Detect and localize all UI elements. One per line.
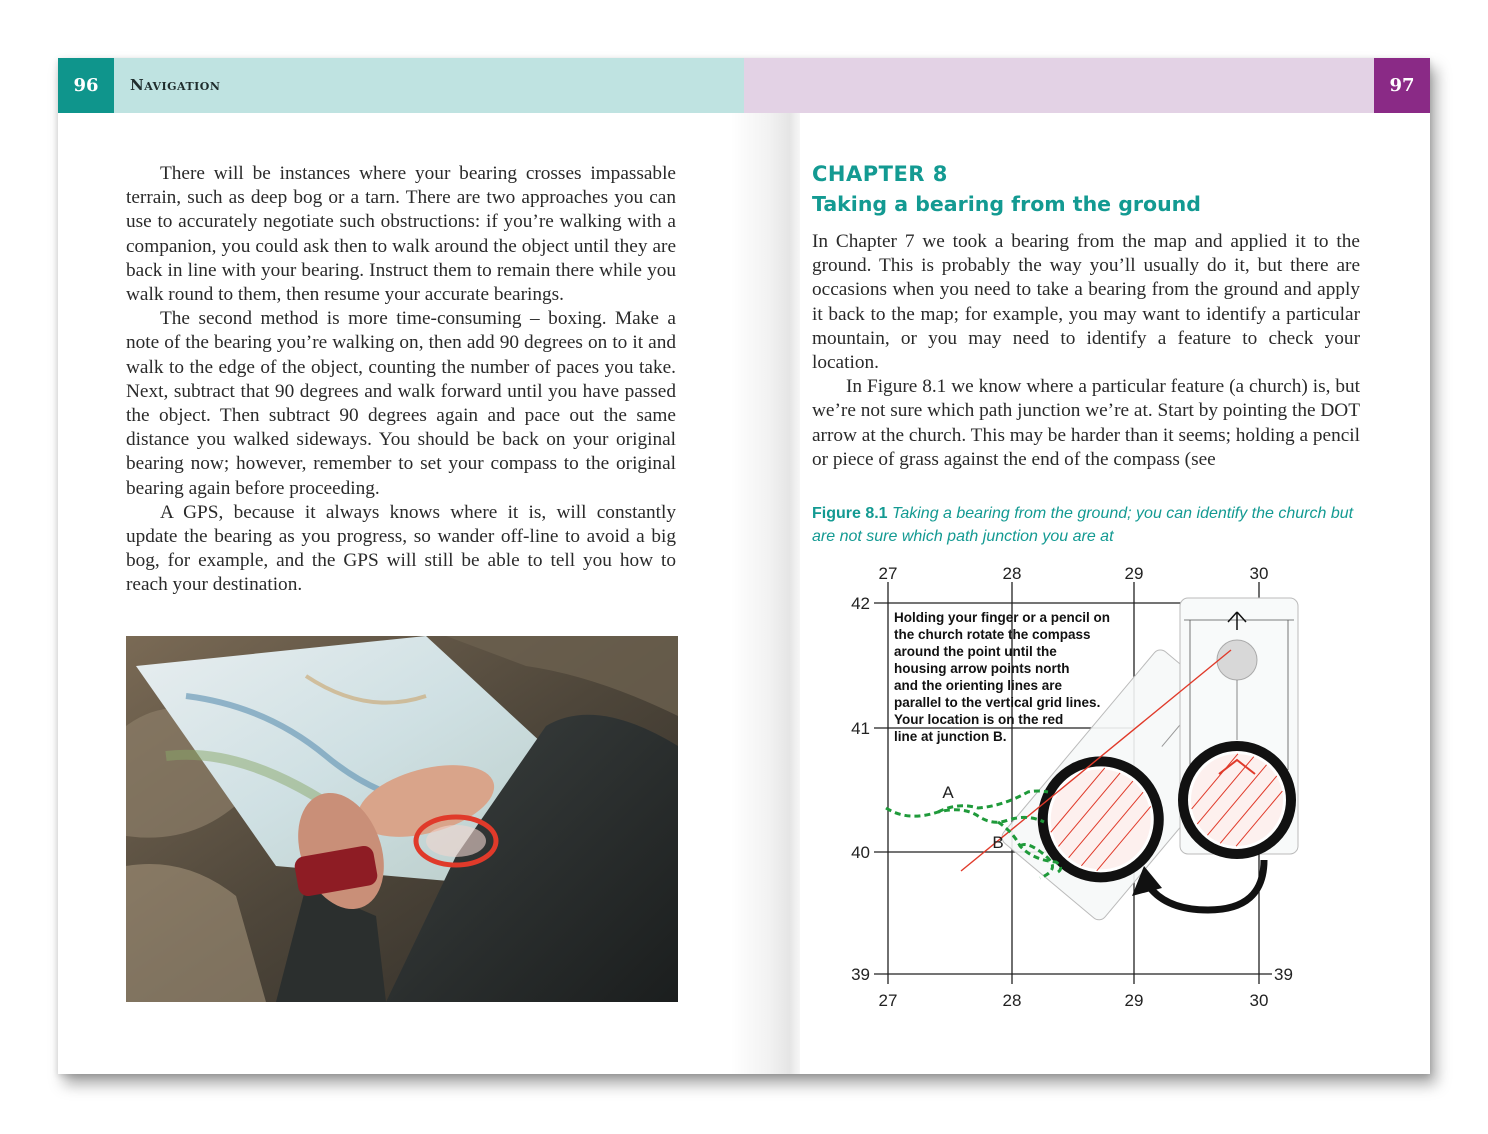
figure-label: Figure 8.1 bbox=[812, 505, 888, 522]
grid-label-bottom-30: 30 bbox=[1249, 991, 1269, 1010]
note-line-8: line at junction B. bbox=[894, 729, 1007, 744]
grid-label-bottom-29: 29 bbox=[1124, 991, 1144, 1010]
note-line-7: Your location is on the red bbox=[894, 712, 1064, 727]
grid-label-left-42: 42 bbox=[851, 594, 870, 613]
right-paragraph-2: In Figure 8.1 we know where a particular feature (a church) is, but we’re not sure which path junction we’re at. Start by pointing the DOT arrow at the church. This may be harder than it seems; holding a pencil or piece of grass against the end of the compass (see bbox=[812, 376, 1360, 470]
right-header-band bbox=[744, 58, 1430, 113]
left-page-text bbox=[126, 162, 676, 598]
figure-8-1 bbox=[828, 560, 1318, 1020]
junction-a-label: A bbox=[942, 783, 954, 802]
left-page-number: 96 bbox=[58, 58, 114, 113]
chapter-title: Taking a bearing from the ground bbox=[812, 192, 1201, 216]
right-page-number: 97 bbox=[1374, 58, 1430, 113]
page-gutter bbox=[730, 113, 800, 1074]
grid-label-bottom-27: 27 bbox=[878, 991, 898, 1010]
grid-label-right-39: 39 bbox=[1274, 965, 1293, 984]
grid-label-top-29: 29 bbox=[1124, 564, 1144, 583]
right-page-text bbox=[812, 162, 1360, 472]
note-line-4: housing arrow points north bbox=[894, 661, 1070, 676]
chapter-number: CHAPTER 8 bbox=[812, 162, 948, 186]
note-line-1: Holding your finger or a pencil on bbox=[894, 610, 1111, 625]
grid-label-left-39: 39 bbox=[851, 965, 870, 984]
figure-diagram bbox=[828, 560, 1318, 1020]
running-head: Navigation bbox=[130, 76, 221, 94]
grid-label-top-28: 28 bbox=[1002, 564, 1022, 583]
rotation-arrow bbox=[1146, 860, 1264, 910]
grid-label-left-40: 40 bbox=[851, 843, 870, 862]
map-reading-photo bbox=[126, 636, 678, 1002]
left-paragraph-3: A GPS, because it always knows where it is, will constantly update the bearing as you progress, so wander off-line to avoid a big bog, for example, and the GPS will still be able to tell you how to reach your destination. bbox=[126, 501, 676, 596]
book-spread bbox=[58, 58, 1430, 1074]
note-line-2: the church rotate the compass bbox=[894, 627, 1091, 642]
figure-caption bbox=[812, 502, 1360, 548]
figure-caption-text: Taking a bearing from the ground; you can identify the church but are not sure which path junction you are at bbox=[812, 505, 1354, 545]
junction-b-label: B bbox=[992, 833, 1004, 852]
grid-label-top-30: 30 bbox=[1249, 564, 1269, 583]
right-paragraph-1: In Chapter 7 we took a bearing from the map and applied it to the ground. This is probably the way you’ll usually do it, but there are occasions when you need to take a bearing from the ground and apply it back to the map; for example, you may want to identify a particular mountain, or you may need to identify a feature to check your location. bbox=[812, 231, 1360, 374]
left-paragraph-2: The second method is more time-consuming – boxing. Make a note of the bearing you’re walking on, then add 90 degrees on to it and walk to the edge of the object, counting the number of paces you take. Next, subtract that 90 degrees and walk forward until you have passed the object. Then subtract 90 degrees again and pace out the same distance you walked sideways. You should be back on your original bearing now; however, remember to set your compass to the original bearing again before proceeding. bbox=[126, 308, 676, 499]
note-line-3: around the point until the bbox=[894, 644, 1057, 659]
photo-illustration bbox=[126, 636, 678, 1002]
left-paragraph-1: There will be instances where your bearing crosses impassable terrain, such as deep bog or a tarn. There are two approaches you can use to accurately negotiate such obstructions: if you’re walking with a companion, you could ask then to walk around the object until they are back in line with your bearing. Instruct them to remain there while you walk round to them, then resume your accurate bearings. bbox=[126, 163, 676, 306]
upright-compass bbox=[1180, 598, 1298, 854]
note-line-6: parallel to the vertical grid lines. bbox=[894, 695, 1101, 710]
grid-label-left-41: 41 bbox=[851, 719, 870, 738]
note-line-5: and the orienting lines are bbox=[894, 678, 1063, 693]
grid-label-bottom-28: 28 bbox=[1002, 991, 1022, 1010]
grid-label-top-27: 27 bbox=[878, 564, 898, 583]
